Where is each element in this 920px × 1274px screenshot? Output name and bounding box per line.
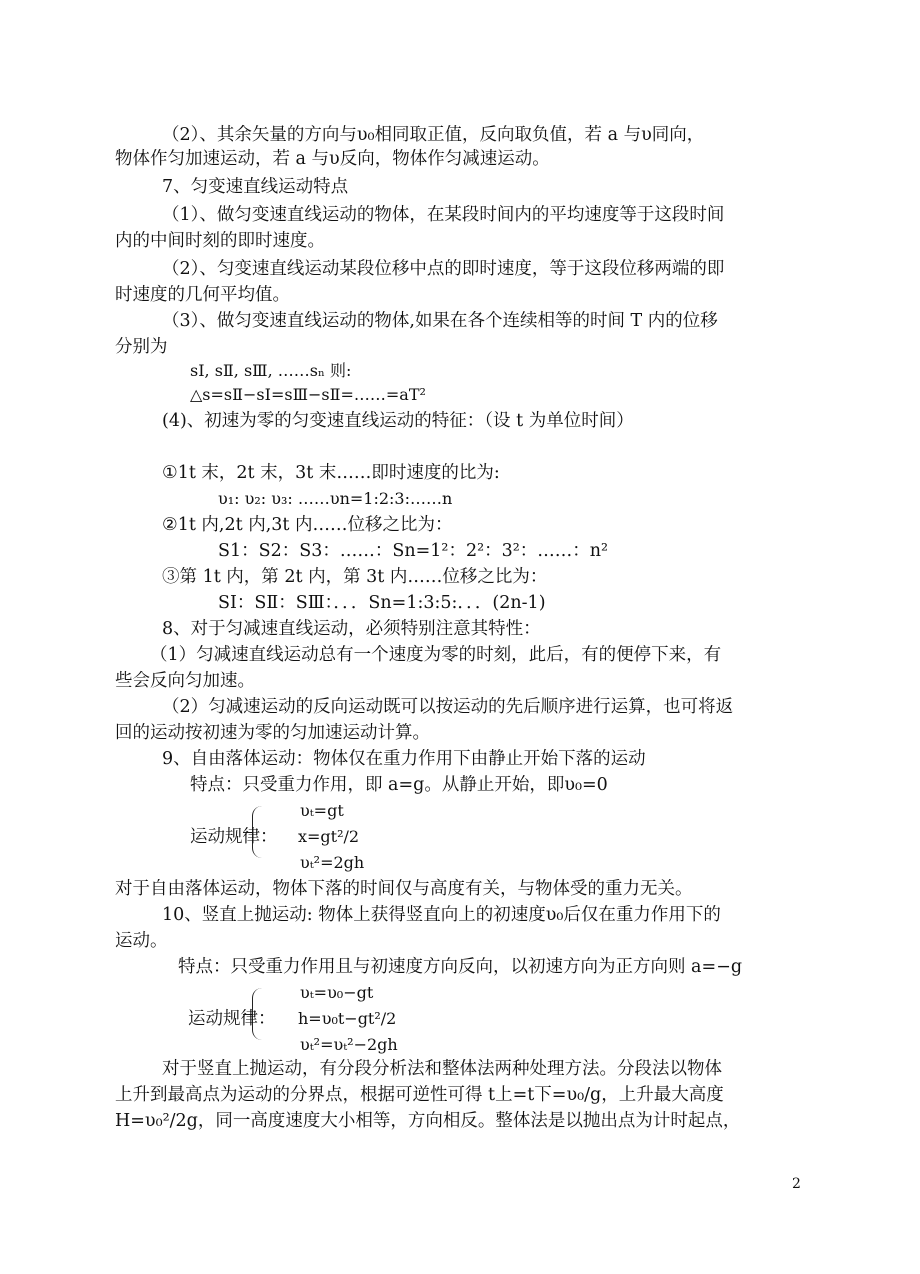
text-line: 对于自由落体运动，物体下落的时间仅与高度有关，与物体受的重力无关。 [115, 879, 693, 899]
formula-line: SⅠ：SⅡ：SⅢ：．．．Sn=1:3:5:．．．(2n-1) [218, 593, 546, 613]
page-number: 2 [792, 1176, 801, 1192]
text-line: H=υ₀²/2g，同一高度速度大小相等，方向相反。整体法是以抛出点为计时起点， [115, 1111, 741, 1131]
list-item: ①1t 末，2t 末，3t 末……即时速度的比为: [162, 463, 500, 483]
text-line: 特点：只受重力作用且与初速度方向反向，以初速方向为正方向则 a=−g [178, 957, 743, 977]
formula-line: sⅠ, sⅡ, sⅢ, ……sₙ 则: [190, 361, 352, 380]
text-line: （2）、其余矢量的方向与υ₀相同取正值，反向取负值，若 a 与υ同向， [162, 125, 705, 145]
section-heading: (4)、初速为零的匀变速直线运动的特征：（设 t 为单位时间） [162, 411, 634, 431]
formula-line: υₜ²=υₜ²−2gh [300, 1035, 398, 1054]
text-line: （2）匀减速运动的反向运动既可以按运动的先后顺序进行运算，也可将返 [162, 697, 734, 717]
text-line: 物体作匀加速运动，若 a 与υ反向，物体作匀减速运动。 [115, 149, 550, 169]
text-line: （3）、做匀变速直线运动的物体,如果在各个连续相等的时间 T 内的位移 [162, 311, 718, 331]
text-line: （1）匀减速直线运动总有一个速度为零的时刻，此后，有的便停下来，有 [150, 645, 722, 665]
section-heading: 7、匀变速直线运动特点 [162, 177, 349, 197]
text-line: 回的运动按初速为零的匀加速运动计算。 [115, 723, 430, 743]
text-line: 对于竖直上抛运动，有分段分析法和整体法两种处理方法。分段法以物体 [162, 1059, 722, 1079]
formula-line: υₜ²=2gh [300, 853, 365, 872]
formula-line: S1：S2：S3：……：Sn=1²：2²：3²：……：n² [218, 541, 609, 561]
formula-line: υₜ=gt [300, 801, 344, 820]
text-line: （2）、匀变速直线运动某段位移中点的即时速度，等于这段位移两端的即 [162, 259, 725, 279]
section-heading: 10、竖直上抛运动: 物体上获得竖直向上的初速度υ₀后仅在重力作用下的 [162, 905, 721, 925]
formula-line: △s=sⅡ−sⅠ=sⅢ−sⅡ=……=aT² [190, 385, 426, 404]
text-line: 运动。 [115, 931, 168, 951]
text-line: 内的中间时刻的即时速度。 [115, 231, 325, 251]
text-line: （1）、做匀变速直线运动的物体，在某段时间内的平均速度等于这段时间 [162, 205, 725, 225]
list-item: ③第 1t 内，第 2t 内，第 3t 内……位移之比为： [162, 567, 548, 587]
formula-line: h=υ₀t−gt²/2 [298, 1009, 397, 1028]
text-line: 分别为 [115, 337, 168, 357]
formula-line: υₜ=υ₀−gt [300, 983, 374, 1002]
text-line: 特点：只受重力作用，即 a=g。从静止开始，即υ₀=0 [190, 775, 608, 795]
text-line: 上升到最高点为运动的分界点，根据可逆性可得 t上=t下=υ₀/g，上升最大高度 [115, 1085, 724, 1105]
section-heading: 9、自由落体运动：物体仅在重力作用下由静止开始下落的运动 [162, 749, 646, 769]
list-item: ②1t 内,2t 内,3t 内……位移之比为： [162, 515, 453, 535]
text-line: 些会反向匀加速。 [115, 671, 255, 691]
formula-label: 运动规律： [188, 1009, 276, 1029]
formula-line: υ₁: υ₂: υ₃: ……υn=1:2:3:……n [218, 489, 453, 508]
formula-line: x=gt²/2 [298, 827, 360, 846]
text-line: 时速度的几何平均值。 [115, 285, 290, 305]
section-heading: 8、对于匀减速直线运动，必须特别注意其特性： [162, 619, 541, 639]
formula-label: 运动规律： [190, 827, 278, 847]
